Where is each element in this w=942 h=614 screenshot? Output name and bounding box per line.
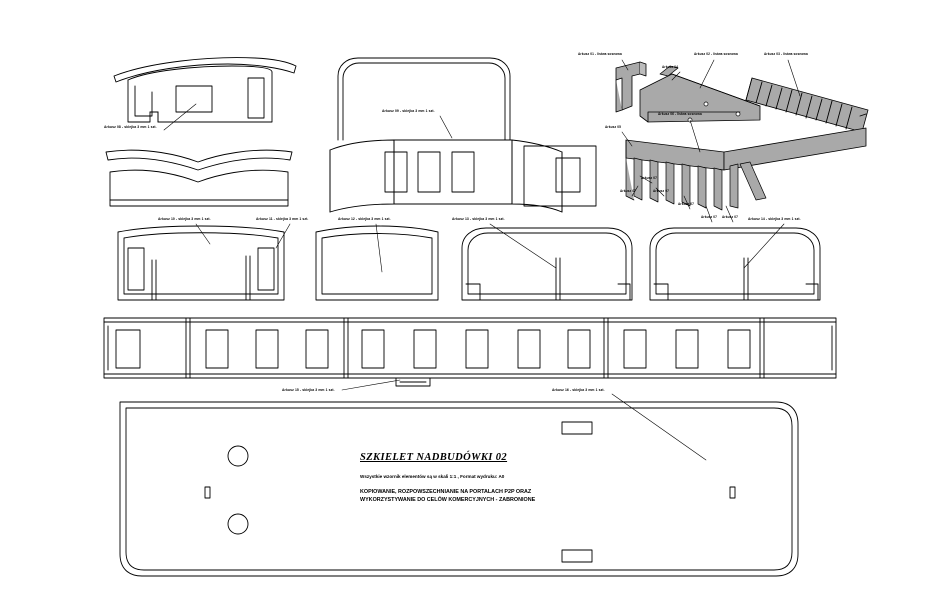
part-roof-former-mid-left: [106, 150, 292, 206]
part-label-arkusz-10: Arkusz 10 - sklejka 3 mm 1 szt.: [158, 217, 211, 221]
part-label-arkusz-04: Arkusz 04: [662, 65, 678, 69]
part-label-arkusz-13: Arkusz 13 - sklejka 3 mm 1 szt.: [452, 217, 505, 221]
part-label-arkusz-12: Arkusz 12 - sklejka 3 mm 1 szt.: [338, 217, 391, 221]
drawing-scale-note: Wszystkie wzornik elementów są w skali 1:1 , Format wydruku: A0: [360, 474, 505, 479]
part-bulkhead-center: [316, 226, 438, 300]
part-label-arkusz-11: Arkusz 11 - sklejka 3 mm 1 szt.: [256, 217, 309, 221]
part-label-arkusz-05: Arkusz 05: [605, 125, 621, 129]
part-label-arkusz-09: Arkusz 09 - sklejka 3 mm 1 szt.: [382, 109, 435, 113]
part-label-arkusz-02: Arkusz 02 - listwa sosnowa: [694, 52, 738, 56]
part-label-arkusz-16: Arkusz 16 - sklejka 3 mm 1 szt.: [552, 388, 605, 392]
part-label-arkusz-15: Arkusz 15 - sklejka 3 mm 1 szt.: [282, 388, 335, 392]
part-bulkhead-far-right-arch: [650, 228, 820, 300]
part-label-arkusz-08: Arkusz 08 - sklejka 3 mm 1 szt.: [104, 125, 157, 129]
part-long-side-wall: [104, 318, 836, 386]
part-label-arkusz-07-e: Arkusz 07: [701, 215, 717, 219]
part-side-wall-window-panel: [330, 140, 562, 212]
part-label-arkusz-07-a: Arkusz 07: [641, 176, 657, 180]
part-label-arkusz-07-b: Arkusz 07: [620, 189, 636, 193]
part-rib-rack-assembly: [626, 128, 866, 210]
part-bulkhead-right-arch: [462, 228, 632, 300]
part-bulkhead-left: [118, 226, 284, 300]
part-cab-outline: [338, 58, 510, 140]
part-label-arkusz-07-f: Arkusz 07: [722, 215, 738, 219]
part-label-arkusz-07-c: Arkusz 07: [653, 189, 669, 193]
part-label-arkusz-06: Arkusz 06 - listwa sosnowa: [658, 112, 702, 116]
part-label-arkusz-14: Arkusz 14 - sklejka 3 mm 1 szt.: [748, 217, 801, 221]
part-diagonal-strip: [746, 78, 868, 132]
copyright-warning-line-1: KOPIOWANIE, ROZPOWSZECHNIANIE NA PORTALACH P2P ORAZ: [360, 489, 532, 495]
part-label-arkusz-03: Arkusz 03 - listwa sosnowa: [764, 52, 808, 56]
title-block: [360, 452, 640, 505]
part-roof-former-top-left: [114, 58, 296, 122]
part-end-wall-small: [524, 146, 596, 206]
drawing-title: SZKIELET NADBUDÓWKI 02: [360, 452, 508, 463]
copyright-warning-line-2: WYKORZYSTYWANIE DO CELÓW KOMERCYJNYCH - ZABRONIONE: [360, 497, 536, 504]
part-label-arkusz-01: Arkusz 01 - listwa sosnowa: [578, 52, 622, 56]
part-label-arkusz-07-d: Arkusz 07: [678, 202, 694, 206]
